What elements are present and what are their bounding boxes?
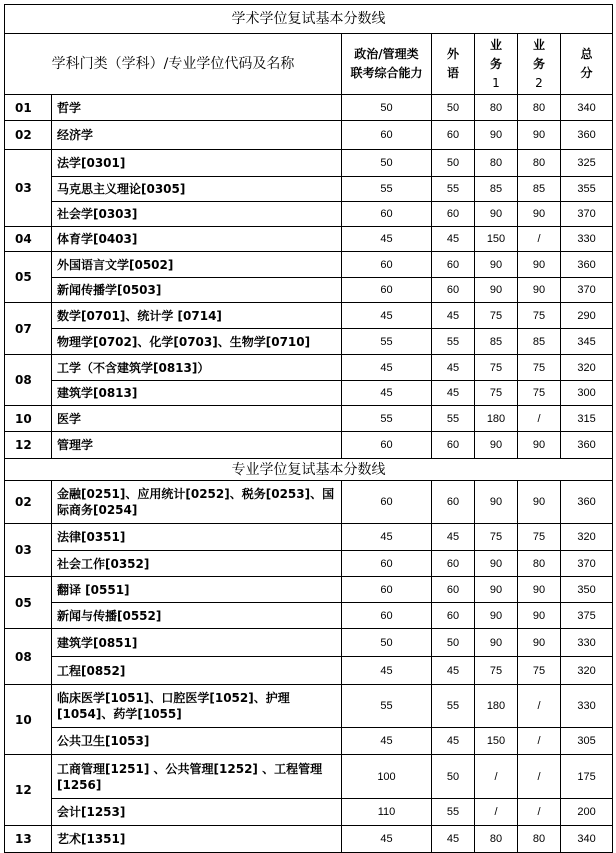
professional-category-code: 10 xyxy=(5,685,52,755)
total-score: 330 xyxy=(561,629,613,657)
major1-score: 85 xyxy=(475,329,518,355)
politics-score: 60 xyxy=(342,481,432,524)
professional-subject-name: 临床医学[1051]、口腔医学[1052]、护理[1054]、药学[1055] xyxy=(52,685,342,728)
major1-score: 80 xyxy=(475,826,518,853)
table-row xyxy=(5,728,613,755)
politics-score: 60 xyxy=(342,551,432,577)
total-score: 360 xyxy=(561,252,613,278)
foreign-score: 55 xyxy=(432,685,475,728)
total-score: 360 xyxy=(561,121,613,150)
academic-subject-name: 哲学 xyxy=(52,95,342,121)
politics-score: 55 xyxy=(342,177,432,202)
academic-category-code: 07 xyxy=(5,303,52,355)
professional-subject-name: 建筑学[0851] xyxy=(52,629,342,657)
politics-score: 50 xyxy=(342,95,432,121)
foreign-score: 45 xyxy=(432,728,475,755)
professional-category-code: 12 xyxy=(5,755,52,826)
professional-subject-name: 翻译 [0551] xyxy=(52,577,342,603)
professional-category-code: 08 xyxy=(5,629,52,685)
total-score: 320 xyxy=(561,355,613,381)
academic-subject-name: 外国语言文学[0502] xyxy=(52,252,342,278)
major2-score: 80 xyxy=(518,551,561,577)
major1-score: 75 xyxy=(475,524,518,551)
politics-score: 55 xyxy=(342,406,432,432)
major1-score: 80 xyxy=(475,150,518,177)
politics-score: 60 xyxy=(342,603,432,629)
total-score: 300 xyxy=(561,381,613,406)
professional-subject-name: 社会工作[0352] xyxy=(52,551,342,577)
total-score: 370 xyxy=(561,551,613,577)
total-score: 350 xyxy=(561,577,613,603)
foreign-score: 60 xyxy=(432,603,475,629)
table-row xyxy=(5,685,613,728)
major1-score: 150 xyxy=(475,728,518,755)
politics-score: 50 xyxy=(342,150,432,177)
table-row xyxy=(5,252,613,278)
academic-category-code: 08 xyxy=(5,355,52,406)
foreign-score: 50 xyxy=(432,150,475,177)
professional-category-code: 03 xyxy=(5,524,52,577)
academic-category-code: 10 xyxy=(5,406,52,432)
academic-subject-name: 工学（不含建筑学[0813]） xyxy=(52,355,342,381)
header-foreign: 外 语 xyxy=(432,34,475,95)
major2-score: / xyxy=(518,406,561,432)
academic-subject-name: 经济学 xyxy=(52,121,342,150)
major2-score: 80 xyxy=(518,826,561,853)
politics-score: 45 xyxy=(342,355,432,381)
professional-title-row xyxy=(5,459,613,481)
major2-score: 90 xyxy=(518,481,561,524)
professional-subject-name: 艺术[1351] xyxy=(52,826,342,853)
major1-score: / xyxy=(475,755,518,799)
total-score: 325 xyxy=(561,150,613,177)
header-row xyxy=(5,34,613,95)
major2-score: / xyxy=(518,799,561,826)
foreign-score: 45 xyxy=(432,303,475,329)
politics-score: 45 xyxy=(342,227,432,252)
major2-score: / xyxy=(518,728,561,755)
major1-score: 90 xyxy=(475,629,518,657)
foreign-score: 60 xyxy=(432,577,475,603)
total-score: 330 xyxy=(561,685,613,728)
table-row xyxy=(5,826,613,853)
total-score: 320 xyxy=(561,657,613,685)
total-score: 370 xyxy=(561,278,613,303)
table-row xyxy=(5,799,613,826)
total-score: 340 xyxy=(561,826,613,853)
table-row xyxy=(5,202,613,227)
foreign-score: 55 xyxy=(432,177,475,202)
table-row xyxy=(5,432,613,459)
academic-subject-name: 物理学[0702]、化学[0703]、生物学[0710] xyxy=(52,329,342,355)
total-score: 200 xyxy=(561,799,613,826)
table-row xyxy=(5,406,613,432)
academic-subject-name: 社会学[0303] xyxy=(52,202,342,227)
table-row xyxy=(5,524,613,551)
professional-subject-name: 法律[0351] xyxy=(52,524,342,551)
header-total: 总 分 xyxy=(561,34,613,95)
major2-score: 80 xyxy=(518,150,561,177)
major2-score: 75 xyxy=(518,657,561,685)
foreign-score: 45 xyxy=(432,355,475,381)
major2-score: 80 xyxy=(518,95,561,121)
professional-subject-name: 公共卫生[1053] xyxy=(52,728,342,755)
major2-score: 90 xyxy=(518,432,561,459)
header-major1: 业 务 1 xyxy=(475,34,518,95)
total-score: 345 xyxy=(561,329,613,355)
major2-score: 90 xyxy=(518,121,561,150)
politics-score: 45 xyxy=(342,303,432,329)
major2-score: 90 xyxy=(518,252,561,278)
foreign-score: 45 xyxy=(432,826,475,853)
major1-score: / xyxy=(475,799,518,826)
academic-subject-name: 管理学 xyxy=(52,432,342,459)
major2-score: 75 xyxy=(518,381,561,406)
politics-score: 60 xyxy=(342,252,432,278)
academic-subject-name: 医学 xyxy=(52,406,342,432)
politics-score: 45 xyxy=(342,524,432,551)
total-score: 320 xyxy=(561,524,613,551)
major1-score: 90 xyxy=(475,121,518,150)
major2-score: 90 xyxy=(518,603,561,629)
foreign-score: 55 xyxy=(432,799,475,826)
academic-category-code: 12 xyxy=(5,432,52,459)
table-row xyxy=(5,629,613,657)
major1-score: 90 xyxy=(475,202,518,227)
politics-score: 60 xyxy=(342,278,432,303)
major1-score: 90 xyxy=(475,481,518,524)
academic-section-title: 学术学位复试基本分数线 xyxy=(5,5,613,34)
foreign-score: 45 xyxy=(432,524,475,551)
table-row xyxy=(5,303,613,329)
major1-score: 75 xyxy=(475,355,518,381)
academic-category-code: 01 xyxy=(5,95,52,121)
major1-score: 90 xyxy=(475,278,518,303)
professional-subject-name: 金融[0251]、应用统计[0252]、税务[0253]、国际商务[0254] xyxy=(52,481,342,524)
academic-subject-name: 马克思主义理论[0305] xyxy=(52,177,342,202)
total-score: 340 xyxy=(561,95,613,121)
major1-score: 90 xyxy=(475,603,518,629)
foreign-score: 45 xyxy=(432,657,475,685)
total-score: 290 xyxy=(561,303,613,329)
academic-subject-name: 新闻传播学[0503] xyxy=(52,278,342,303)
professional-category-code: 05 xyxy=(5,577,52,629)
major2-score: 75 xyxy=(518,303,561,329)
header-politics: 政治/管理类 联考综合能力 xyxy=(342,34,432,95)
foreign-score: 45 xyxy=(432,381,475,406)
academic-subject-name: 数学[0701]、统计学 [0714] xyxy=(52,303,342,329)
major2-score: 90 xyxy=(518,278,561,303)
politics-score: 60 xyxy=(342,202,432,227)
major1-score: 150 xyxy=(475,227,518,252)
major2-score: 75 xyxy=(518,524,561,551)
major1-score: 75 xyxy=(475,657,518,685)
major2-score: 85 xyxy=(518,177,561,202)
major2-score: 85 xyxy=(518,329,561,355)
major1-score: 90 xyxy=(475,551,518,577)
total-score: 360 xyxy=(561,432,613,459)
politics-score: 60 xyxy=(342,121,432,150)
table-row xyxy=(5,481,613,524)
professional-subject-name: 新闻与传播[0552] xyxy=(52,603,342,629)
total-score: 315 xyxy=(561,406,613,432)
major2-score: / xyxy=(518,755,561,799)
academic-category-code: 04 xyxy=(5,227,52,252)
table-row xyxy=(5,227,613,252)
politics-score: 45 xyxy=(342,381,432,406)
table-row xyxy=(5,150,613,177)
total-score: 330 xyxy=(561,227,613,252)
academic-category-code: 02 xyxy=(5,121,52,150)
foreign-score: 55 xyxy=(432,329,475,355)
politics-score: 55 xyxy=(342,685,432,728)
major1-score: 75 xyxy=(475,381,518,406)
total-score: 305 xyxy=(561,728,613,755)
politics-score: 60 xyxy=(342,432,432,459)
foreign-score: 60 xyxy=(432,551,475,577)
table-row xyxy=(5,95,613,121)
table-row xyxy=(5,657,613,685)
table-row xyxy=(5,755,613,799)
major1-score: 90 xyxy=(475,577,518,603)
academic-subject-name: 体育学[0403] xyxy=(52,227,342,252)
major1-score: 90 xyxy=(475,432,518,459)
politics-score: 60 xyxy=(342,577,432,603)
table-row xyxy=(5,381,613,406)
foreign-score: 60 xyxy=(432,121,475,150)
major2-score: 75 xyxy=(518,355,561,381)
table-row xyxy=(5,577,613,603)
total-score: 370 xyxy=(561,202,613,227)
major1-score: 85 xyxy=(475,177,518,202)
table-row xyxy=(5,329,613,355)
table-row xyxy=(5,278,613,303)
major2-score: / xyxy=(518,227,561,252)
score-table xyxy=(4,4,613,853)
foreign-score: 45 xyxy=(432,227,475,252)
academic-title-row xyxy=(5,5,613,34)
major1-score: 80 xyxy=(475,95,518,121)
politics-score: 45 xyxy=(342,728,432,755)
foreign-score: 55 xyxy=(432,406,475,432)
major2-score: / xyxy=(518,685,561,728)
professional-section-title: 专业学位复试基本分数线 xyxy=(5,459,613,481)
professional-category-code: 02 xyxy=(5,481,52,524)
professional-subject-name: 工商管理[1251] 、公共管理[1252] 、工程管理[1256] xyxy=(52,755,342,799)
total-score: 175 xyxy=(561,755,613,799)
academic-subject-name: 法学[0301] xyxy=(52,150,342,177)
foreign-score: 50 xyxy=(432,755,475,799)
politics-score: 55 xyxy=(342,329,432,355)
foreign-score: 60 xyxy=(432,252,475,278)
major1-score: 180 xyxy=(475,685,518,728)
foreign-score: 60 xyxy=(432,278,475,303)
politics-score: 100 xyxy=(342,755,432,799)
table-row xyxy=(5,603,613,629)
foreign-score: 50 xyxy=(432,629,475,657)
politics-score: 50 xyxy=(342,629,432,657)
professional-category-code: 13 xyxy=(5,826,52,853)
table-row xyxy=(5,177,613,202)
foreign-score: 60 xyxy=(432,432,475,459)
total-score: 375 xyxy=(561,603,613,629)
professional-subject-name: 会计[1253] xyxy=(52,799,342,826)
foreign-score: 60 xyxy=(432,481,475,524)
total-score: 360 xyxy=(561,481,613,524)
total-score: 355 xyxy=(561,177,613,202)
politics-score: 45 xyxy=(342,826,432,853)
politics-score: 110 xyxy=(342,799,432,826)
major2-score: 90 xyxy=(518,202,561,227)
major1-score: 75 xyxy=(475,303,518,329)
major2-score: 90 xyxy=(518,577,561,603)
table-row xyxy=(5,551,613,577)
academic-category-code: 03 xyxy=(5,150,52,227)
major1-score: 180 xyxy=(475,406,518,432)
academic-category-code: 05 xyxy=(5,252,52,303)
header-name: 学科门类（学科）/专业学位代码及名称 xyxy=(5,34,342,95)
header-major2: 业 务 2 xyxy=(518,34,561,95)
foreign-score: 60 xyxy=(432,202,475,227)
major2-score: 90 xyxy=(518,629,561,657)
table-row xyxy=(5,121,613,150)
table-row xyxy=(5,355,613,381)
academic-subject-name: 建筑学[0813] xyxy=(52,381,342,406)
politics-score: 45 xyxy=(342,657,432,685)
major1-score: 90 xyxy=(475,252,518,278)
professional-subject-name: 工程[0852] xyxy=(52,657,342,685)
foreign-score: 50 xyxy=(432,95,475,121)
